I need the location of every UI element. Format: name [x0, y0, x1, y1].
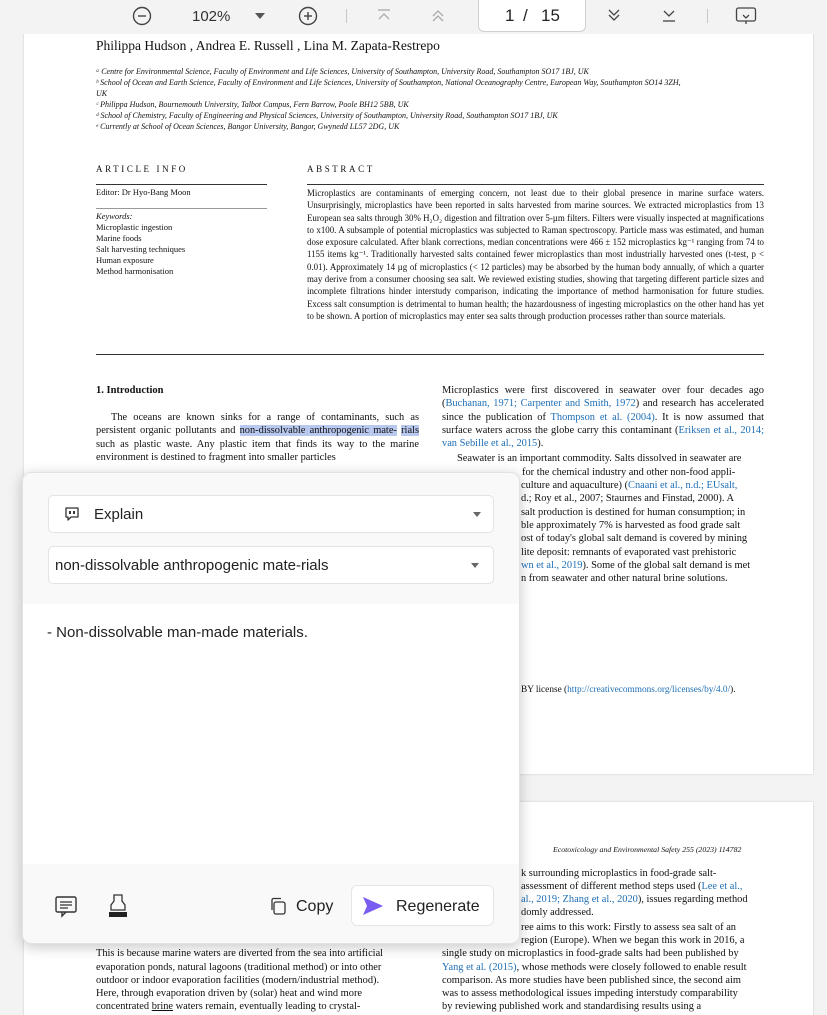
last-page-icon[interactable]: [661, 7, 677, 23]
editor: Editor: Dr Hyo-Bang Moon: [96, 187, 191, 197]
body-text: Seawater is an important commodity. Salts dissolved in seawater are: [457, 453, 742, 464]
body-text: [521, 881, 742, 892]
intro-left-column: [96, 411, 419, 464]
citation-link[interactable]: Thompson et al. (2004): [550, 411, 655, 423]
highlighter-icon[interactable]: [107, 892, 129, 923]
body-text: region (Europe). When we began this work in 2016, a: [521, 935, 745, 946]
body-text: d.; Roy et al., 2007; Staurnes and Finstad, 2000). A: [521, 493, 734, 504]
affiliation: ᵉ Currently at School of Ocean Sciences, Bangor University, Bangor, Gwynedd LL57 2DG, UK: [96, 122, 400, 131]
quote-bubble-icon: [64, 506, 80, 527]
body-text: . It is now assumed that surface waters across the globe carry this contaminant (: [442, 411, 765, 437]
present-icon[interactable]: [735, 6, 757, 26]
regenerate-label: Regenerate: [396, 898, 480, 915]
body-text: , whose methods were closely followed to enable result: [516, 962, 747, 973]
keyword: Human exposure: [96, 255, 154, 265]
explain-popup: [22, 472, 520, 944]
body-text: evaporation ponds, natural lagoons (traditional method) or into other: [96, 962, 382, 973]
body-text: [442, 962, 747, 973]
section-heading: 1. Introduction: [96, 385, 164, 396]
body-text: wn et al., 2019). Some of the global salt demand is met: [521, 560, 751, 571]
body-text: outdoor or indoor evaporation facilities (modern/industrial method).: [96, 975, 380, 986]
body-text: ).: [730, 685, 736, 695]
license-link[interactable]: http://creativecommons.org/licenses/by/4.0/: [567, 685, 731, 695]
citation-link[interactable]: Yang et al. (2015): [442, 962, 517, 973]
affiliation: UK: [96, 89, 108, 98]
body-text: ), issues regarding method: [637, 894, 748, 905]
body-text: BY license (: [521, 685, 568, 695]
divider: [96, 208, 267, 209]
affiliation: ᵈ School of Chemistry, Faculty of Engineering and Physical Sciences, University of Southampton, University Road, Southampton SO17 1BJ, UK: [96, 111, 558, 120]
body-text: The oceans are known sinks for a range of contaminants, such as persistent organic pollutants and: [96, 412, 419, 437]
article-info-heading: ARTICLE INFO: [96, 164, 188, 174]
divider: [96, 184, 267, 185]
feedback-icon[interactable]: [54, 894, 78, 923]
selection-label: non-dissolvable anthropogenic mate-rials: [55, 557, 329, 574]
selection-dropdown[interactable]: [48, 546, 494, 584]
action-dropdown[interactable]: [48, 495, 494, 533]
send-icon: [362, 896, 384, 921]
divider: [96, 354, 764, 355]
body-text: by reviewing published work and standardising results using a: [442, 1001, 702, 1012]
highlighted-selection[interactable]: non-dissolvable anthropogenic mate-: [239, 425, 397, 437]
body-text: Microplastics were first discovered in seawater over four decades ago (: [442, 385, 764, 410]
body-text: waters remain, eventually leading to crystal-: [173, 1001, 361, 1012]
body-text: culture and aquaculture) (: [521, 480, 629, 491]
next-page-icon[interactable]: [606, 7, 622, 23]
body-text: [521, 480, 737, 491]
body-text: assessment of different method steps used (: [521, 881, 702, 892]
toolbar: [0, 0, 827, 34]
citation-link[interactable]: Eriksen et al., 2014; van Sebille et al., 2015: [442, 425, 765, 450]
body-text: This is because marine waters are diverted from the sea into artificial: [96, 948, 384, 959]
citation-link[interactable]: Lee et al.,: [701, 881, 743, 892]
affiliation: ᵃ Centre for Environmental Science, Faculty of Environment and Life Sciences, University of Southampton, University Road, Southampton SO17 1BJ, UK: [96, 67, 589, 76]
body-text: lite deposit: remnants of evaporated vast prehistoric: [521, 547, 737, 558]
keyword: Salt harvesting techniques: [96, 244, 186, 254]
keyword: Marine foods: [96, 233, 142, 243]
body-text: [521, 894, 748, 905]
zoom-dropdown-chevron-icon[interactable]: [255, 13, 265, 20]
page-separator: /: [523, 6, 528, 25]
body-text: n from seawater and other natural brine solutions.: [521, 573, 728, 584]
journal-header: Ecotoxicology and Environmental Safety 255 (2023) 114782: [553, 845, 742, 854]
action-label: Explain: [94, 506, 144, 523]
keyword: Microplastic ingestion: [96, 222, 173, 232]
abstract-heading: ABSTRACT: [307, 164, 375, 174]
page-number-box[interactable]: [478, 0, 586, 32]
license-text: [521, 685, 736, 695]
body-text: salt production is destined for human consumption; in: [521, 507, 746, 518]
total-pages: 15: [541, 6, 560, 25]
affiliation: ᵇ School of Ocean and Earth Science, Faculty of Environment and Life Sciences, University of Southampton, National Oceanography Centre, European Way, Southampton SO14 3ZH,: [96, 78, 681, 87]
chevron-down-icon: [473, 512, 481, 517]
body-text: ree aims to this work: Firstly to assess sea salt of an: [521, 922, 736, 933]
body-text: k surrounding microplastics in food-grade salt-: [521, 868, 717, 879]
citation-link[interactable]: al., 2019; Zhang et al., 2020: [521, 894, 638, 905]
copy-button[interactable]: Copy: [296, 898, 334, 915]
body-text: was to assess methodological issues impeding interstudy comparability: [442, 988, 738, 999]
copy-icon[interactable]: [269, 897, 287, 920]
intro-right-column: [442, 384, 764, 451]
abstract-text: Microplastics are contaminants of emerging concern, not least due to their global presence in marine surface waters. Unsurprisingly, microplastics have been reported in salts harvested from marine sources. We extracted microplastics from 13 European sea salts through 30% H₂O₂ digestion and filtration over 5-µm filters. Filters were visually inspected at magnifications to x100. A subsample of potential microplastics was subjected to Raman spectroscopy. Particle mass was estimated, and human dose exposure calculated. After blank corrections, median concentrations were 466 ± 152 microplastics kg⁻¹ ranging from 74 to 1155 items kg⁻¹. Traditionally harvested salts contained fewer microplastics than most industrially harvested ones (t-test, p < 0.01). Approximately 14 µg of microplastics (< 12 particles) may be absorbed by the human body annually, of which a quarter may derive from a consumer choosing sea salt. We reviewed existing studies, showing that targeting different particle sizes and incomplete filtrations hinder interstudy comparison, indicating the importance of method harmonisation for future studies. Excess salt consumption is detrimental to human health; the hazardousness of ingesting microplastics on the other hand has yet to be shown. A portion of microplastics may enter sea salts through production processes rather than source materials.: [307, 188, 764, 321]
keywords-heading: Keywords:: [96, 211, 133, 221]
zoom-out-icon[interactable]: [132, 6, 152, 26]
body-text: ).: [537, 438, 544, 450]
body-text: such as plastic waste. Any plastic item that finds its way to the marine environment is destined to fragment into smaller particles: [96, 438, 419, 464]
first-page-icon[interactable]: [376, 8, 392, 24]
toolbar-divider: [346, 9, 347, 23]
citation-link[interactable]: Cnaani et al., n.d.; EUsalt,: [628, 480, 738, 491]
underlined-word: brine: [151, 1001, 174, 1012]
zoom-level[interactable]: 102%: [192, 8, 231, 25]
body-text: ) and research has accelerated since the publication of: [442, 398, 764, 423]
body-text: domly addressed.: [521, 907, 594, 918]
body-text: ost of today's global salt demand is covered by mining: [521, 533, 748, 544]
previous-page-icon[interactable]: [430, 8, 446, 24]
current-page[interactable]: 1: [505, 6, 515, 25]
keyword: Method harmonisation: [96, 266, 174, 276]
body-text: single study on microplastics in food-grade salts had been published by: [442, 948, 739, 959]
divider: [307, 184, 764, 185]
toolbar-divider: [707, 9, 708, 23]
highlighted-selection[interactable]: rials: [401, 425, 419, 437]
body-text: concentrated: [96, 1001, 152, 1012]
regenerate-button[interactable]: [351, 885, 494, 926]
zoom-in-icon[interactable]: [298, 6, 318, 26]
result-text: - Non-dissolvable man-made materials.: [47, 624, 308, 641]
body-text: Here, through evaporation driven by (solar) heat and wind more: [96, 988, 363, 999]
authors: Philippa Hudson , Andrea E. Russell , Lina M. Zapata-Restrepo: [96, 38, 440, 53]
citation-link[interactable]: Buchanan, 1971; Carpenter and Smith, 1972: [445, 398, 636, 410]
result-panel: [23, 604, 520, 864]
affiliation: ᶜ Philippa Hudson, Bournemouth University, Talbot Campus, Fern Barrow, Poole BH12 5BB, UK: [96, 100, 409, 109]
chevron-down-icon: [471, 563, 479, 568]
body-text: [96, 1001, 360, 1012]
body-text: for the chemical industry and other non-food appli-: [522, 467, 736, 478]
body-text: ble approximately 7% is harvested as food grade salt: [521, 520, 741, 531]
body-text: comparison. As more studies have been published since, the second aim: [442, 975, 741, 986]
citation-link[interactable]: wn et al., 2019: [521, 560, 583, 571]
